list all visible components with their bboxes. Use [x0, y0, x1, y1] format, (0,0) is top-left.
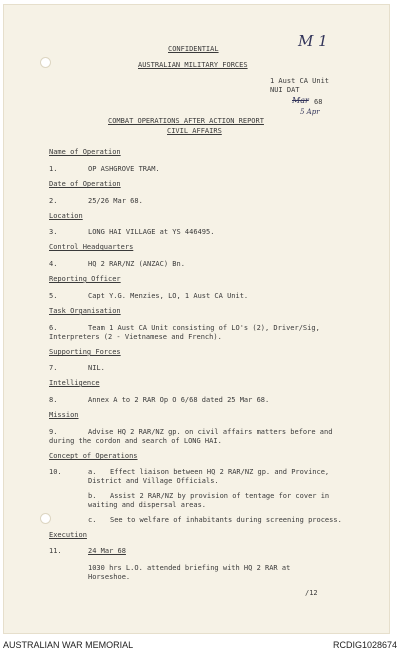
sub-item-label: a.: [88, 468, 97, 476]
report-date-year: 68: [314, 98, 323, 106]
document-page: [3, 4, 390, 634]
report-subtitle: CIVIL AFFAIRS: [167, 127, 222, 135]
section-text: Annex A to 2 RAR Op O 6/68 dated 25 Mar 68.: [88, 396, 270, 404]
section-heading: Control Headquarters: [49, 243, 134, 251]
unit-name: 1 Aust CA Unit: [270, 77, 330, 85]
section-text: 1030 hrs L.O. attended briefing with HQ 2 RAR at: [88, 564, 291, 572]
section-text: Horseshoe.: [88, 573, 131, 581]
section-heading: Concept of Operations: [49, 452, 138, 460]
section-heading: Reporting Officer: [49, 275, 121, 283]
section-number: 8.: [49, 396, 58, 404]
section-text: District and Village Officials.: [88, 477, 219, 485]
archive-reference: RCDIG1028674: [332, 640, 397, 650]
section-heading: Intelligence: [49, 379, 100, 387]
handwritten-date: 5 Apr: [300, 108, 320, 116]
section-text: Capt Y.G. Menzies, LO, 1 Aust CA Unit.: [88, 292, 249, 300]
section-number: 9.: [49, 428, 58, 436]
section-number: 10.: [49, 468, 62, 476]
section-text: NIL.: [88, 364, 105, 372]
section-text: Advise HQ 2 RAR/NZ gp. on civil affairs matters before and: [88, 428, 333, 436]
section-heading: Mission: [49, 411, 79, 419]
section-text: LONG HAI VILLAGE at YS 446495.: [88, 228, 215, 236]
section-number: 2.: [49, 197, 58, 205]
sub-item-label: b.: [88, 492, 97, 500]
sub-item-label: c.: [88, 516, 97, 524]
classification: CONFIDENTIAL: [168, 45, 219, 53]
section-text: HQ 2 RAR/NZ (ANZAC) Bn.: [88, 260, 185, 268]
section-number: 3.: [49, 228, 58, 236]
section-text: Team 1 Aust CA Unit consisting of LO's (2), Driver/Sig,: [88, 324, 320, 332]
page-continuation: /12: [305, 589, 318, 597]
handwritten-mark: M 1: [298, 32, 328, 50]
section-heading: Execution: [49, 531, 87, 539]
organisation: AUSTRALIAN MILITARY FORCES: [138, 61, 248, 69]
unit-location: NUI DAT: [270, 86, 300, 94]
punch-hole: [40, 57, 51, 68]
section-text: Effect liaison between HQ 2 RAR/NZ gp. and Province,: [110, 468, 330, 476]
handwritten-correction: Mar: [292, 96, 309, 105]
section-text: Interpreters (2 - Vietnamese and French).: [49, 333, 222, 341]
section-text: during the cordon and search of LONG HAI.: [49, 437, 222, 445]
section-heading: Date of Operation: [49, 180, 121, 188]
section-text: waiting and dispersal areas.: [88, 501, 207, 509]
section-text: 25/26 Mar 68.: [88, 197, 143, 205]
section-heading: Supporting Forces: [49, 348, 121, 356]
section-number: 7.: [49, 364, 58, 372]
section-number: 5.: [49, 292, 58, 300]
section-heading: Name of Operation: [49, 148, 121, 156]
archive-footer: [0, 637, 401, 654]
section-number: 4.: [49, 260, 58, 268]
section-number: 1.: [49, 165, 58, 173]
section-text: Assist 2 RAR/NZ by provision of tentage for cover in: [110, 492, 330, 500]
section-number: 11.: [49, 547, 62, 555]
section-heading: Task Organisation: [49, 307, 121, 315]
section-heading: Location: [49, 212, 83, 220]
punch-hole: [40, 513, 51, 524]
report-title: COMBAT OPERATIONS AFTER ACTION REPORT: [108, 117, 264, 125]
section-text: See to welfare of inhabitants during screening process.: [110, 516, 342, 524]
archive-name: AUSTRALIAN WAR MEMORIAL: [3, 640, 134, 650]
section-text: OP ASHGROVE TRAM.: [88, 165, 160, 173]
execution-date: 24 Mar 68: [88, 547, 126, 555]
section-number: 6.: [49, 324, 58, 332]
